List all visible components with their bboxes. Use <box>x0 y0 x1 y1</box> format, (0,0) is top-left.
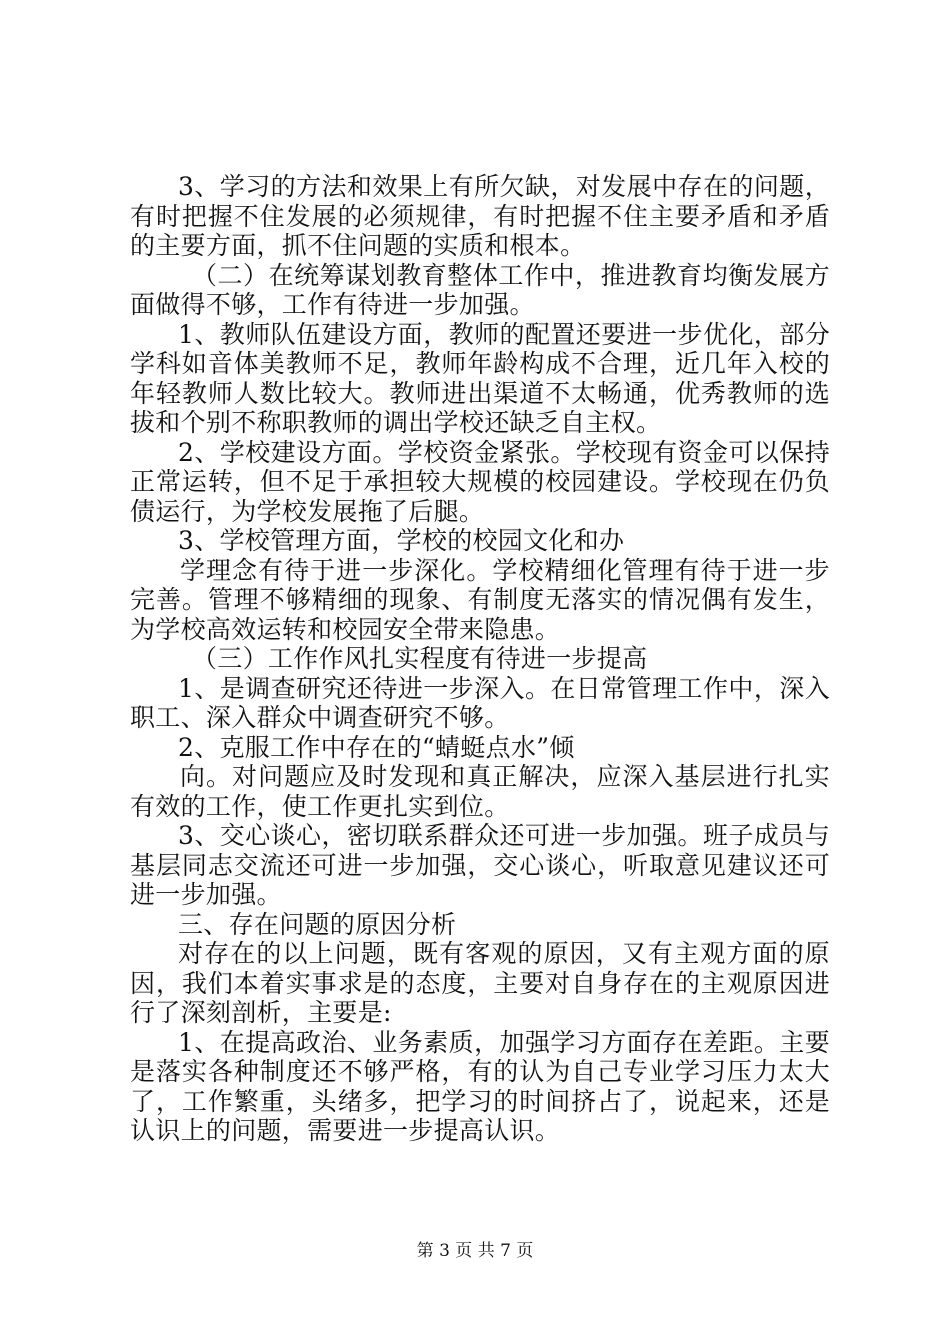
paragraph-8: 1、是调查研究还待进一步深入。在日常管理工作中，深入职工、深入群众中调查研究不够。 <box>130 673 830 732</box>
paragraph-1: 3、学习的方法和效果上有所欠缺，对发展中存在的问题，有时把握不住发展的必须规律，有时把握不住主要矛盾和矛盾的主要方面，抓不住问题的实质和根本。 <box>130 172 830 260</box>
paragraph-10: 向。对问题应及时发现和真正解决，应深入基层进行扎实有效的工作，使工作更扎实到位。 <box>130 762 830 821</box>
page-footer: 第 3 页 共 7 页 <box>416 1241 534 1261</box>
paragraph-11: 3、交心谈心，密切联系群众还可进一步加强。班子成员与基层同志交流还可进一步加强，交心谈心，听取意见建议还可进一步加强。 <box>130 821 830 909</box>
paragraph-5: 3、学校管理方面，学校的校园文化和办 <box>178 526 625 555</box>
document-body <box>0 172 950 1146</box>
paragraph-13: 对存在的以上问题，既有客观的原因，又有主观方面的原因，我们本着实事求是的态度，主要对自身存在的主观原因进行了深刻剖析，主要是: <box>130 939 830 1027</box>
paragraph-3: 1、教师队伍建设方面，教师的配置还要进一步优化，部分学科如音体美教师不足，教师年龄构成不合理，近几年入校的年轻教师人数比较大。教师进出渠道不太畅通，优秀教师的选拔和个别不称职教师的调出学校还缺乏自主权。 <box>130 319 830 437</box>
section-heading-2: （二）在统筹谋划教育整体工作中，推进教育均衡发展方面做得不够，工作有待进一步加强。 <box>130 260 830 319</box>
section-heading-3: （三）工作作风扎实程度有待进一步提高 <box>192 644 648 673</box>
section-heading-three: 三、存在问题的原因分析 <box>178 909 457 939</box>
paragraph-14: 1、在提高政治、业务素质，加强学习方面存在差距。主要是落实各种制度还不够严格，有的认为自己专业学习压力太大了，工作繁重，头绪多，把学习的时间挤占了，说起来，还是认识上的问题，需要进一步提高认识。 <box>130 1027 830 1145</box>
paragraph-9: 2、克服工作中存在的“蜻蜓点水”倾 <box>178 732 575 762</box>
paragraph-4: 2、学校建设方面。学校资金紧张。学校现有资金可以保持正常运转，但不足于承担较大规模的校园建设。学校现在仍负债运行，为学校发展拖了后腿。 <box>130 437 830 526</box>
paragraph-6: 学理念有待于进一步深化。学校精细化管理有待于进一步完善。管理不够精细的现象、有制度无落实的情况偶有发生，为学校高效运转和校园安全带来隐患。 <box>130 555 830 644</box>
